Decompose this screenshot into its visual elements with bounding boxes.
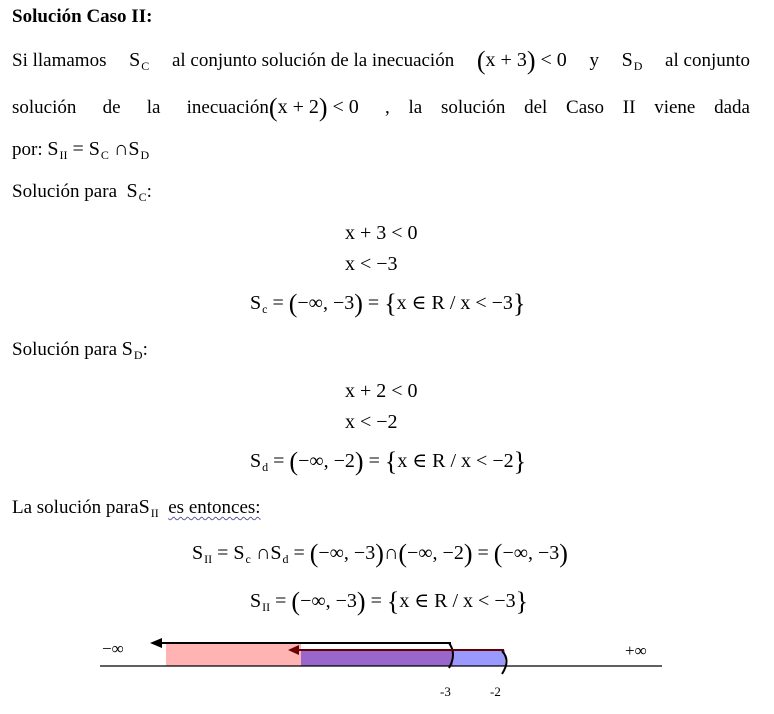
text-por: por:	[12, 139, 43, 160]
set-sc: $S_C$	[129, 49, 150, 73]
text-y: y	[589, 50, 599, 71]
paragraph-line-2	[12, 92, 750, 122]
final-intersection-expression: $S_{II} = S_c$ $\cap S_d$ = (−∞, −3)∩(−∞, −2) = (−∞, −3)	[192, 539, 568, 568]
ineq-d-line1: x + 2 < 0	[345, 380, 418, 402]
tick-label-minus2: -2	[490, 684, 501, 699]
paragraph-line-3	[12, 138, 149, 161]
arrow-sc-head	[150, 638, 162, 648]
number-line-diagram	[0, 630, 774, 714]
ineq-c-line1: x + 3 < 0	[345, 222, 418, 244]
inequality-x-plus-2: (x + 2) < 0	[268, 93, 359, 122]
solution-c-label: Solución para $S_C$:	[12, 180, 152, 204]
inequality-x-plus-3: (x + 3) < 0	[476, 46, 567, 75]
section-heading: Solución Caso II:	[12, 6, 153, 27]
text-solucion-caso: , la solución del Caso II viene dada	[385, 97, 750, 118]
set-sd: $S_D$	[621, 49, 643, 73]
ineq-c-line2: x < −3	[345, 253, 398, 275]
set-c-expression: $S_c$ = (−∞, −3) = {x ∈ R / x < −3}	[250, 289, 526, 318]
label-pos-inf: +∞	[625, 641, 647, 660]
ineq-d-line2: x < −2	[345, 411, 398, 433]
text-de: de	[102, 97, 121, 118]
set-d-expression: $S_d$ = (−∞, −2) = {x ∈ R / x < −2}	[250, 447, 527, 476]
inequality-group	[186, 92, 359, 122]
final-label: La solución paraS$_{II}$ es entonces:	[12, 496, 261, 520]
region-overlap	[301, 650, 453, 666]
text-inecuacion: inecuación	[186, 97, 269, 118]
text-al-conjunto: al conjunto	[665, 50, 750, 71]
region-sc-only	[166, 644, 301, 666]
definition-sii: $S_{II} = S_C$ $\cap S_D$	[47, 138, 150, 162]
text-la: la	[146, 97, 161, 118]
text-llamamos: Si llamamos	[12, 50, 107, 71]
text-conjunto-inecuacion: al conjunto solución de la inecuación	[171, 50, 455, 71]
paragraph-line-1	[12, 45, 750, 75]
region-sd-only	[453, 650, 505, 666]
final-set-expression: $S_{II}$ = (−∞, −3) = {x ∈ R / x < −3}	[250, 587, 529, 616]
solution-d-label: Solución para $S_D$:	[12, 338, 148, 362]
label-neg-inf: −∞	[102, 639, 124, 658]
tick-label-minus3: -3	[440, 684, 451, 699]
text-es-entonces: es entonces:	[168, 497, 261, 518]
text-solucion: solución	[12, 97, 77, 118]
